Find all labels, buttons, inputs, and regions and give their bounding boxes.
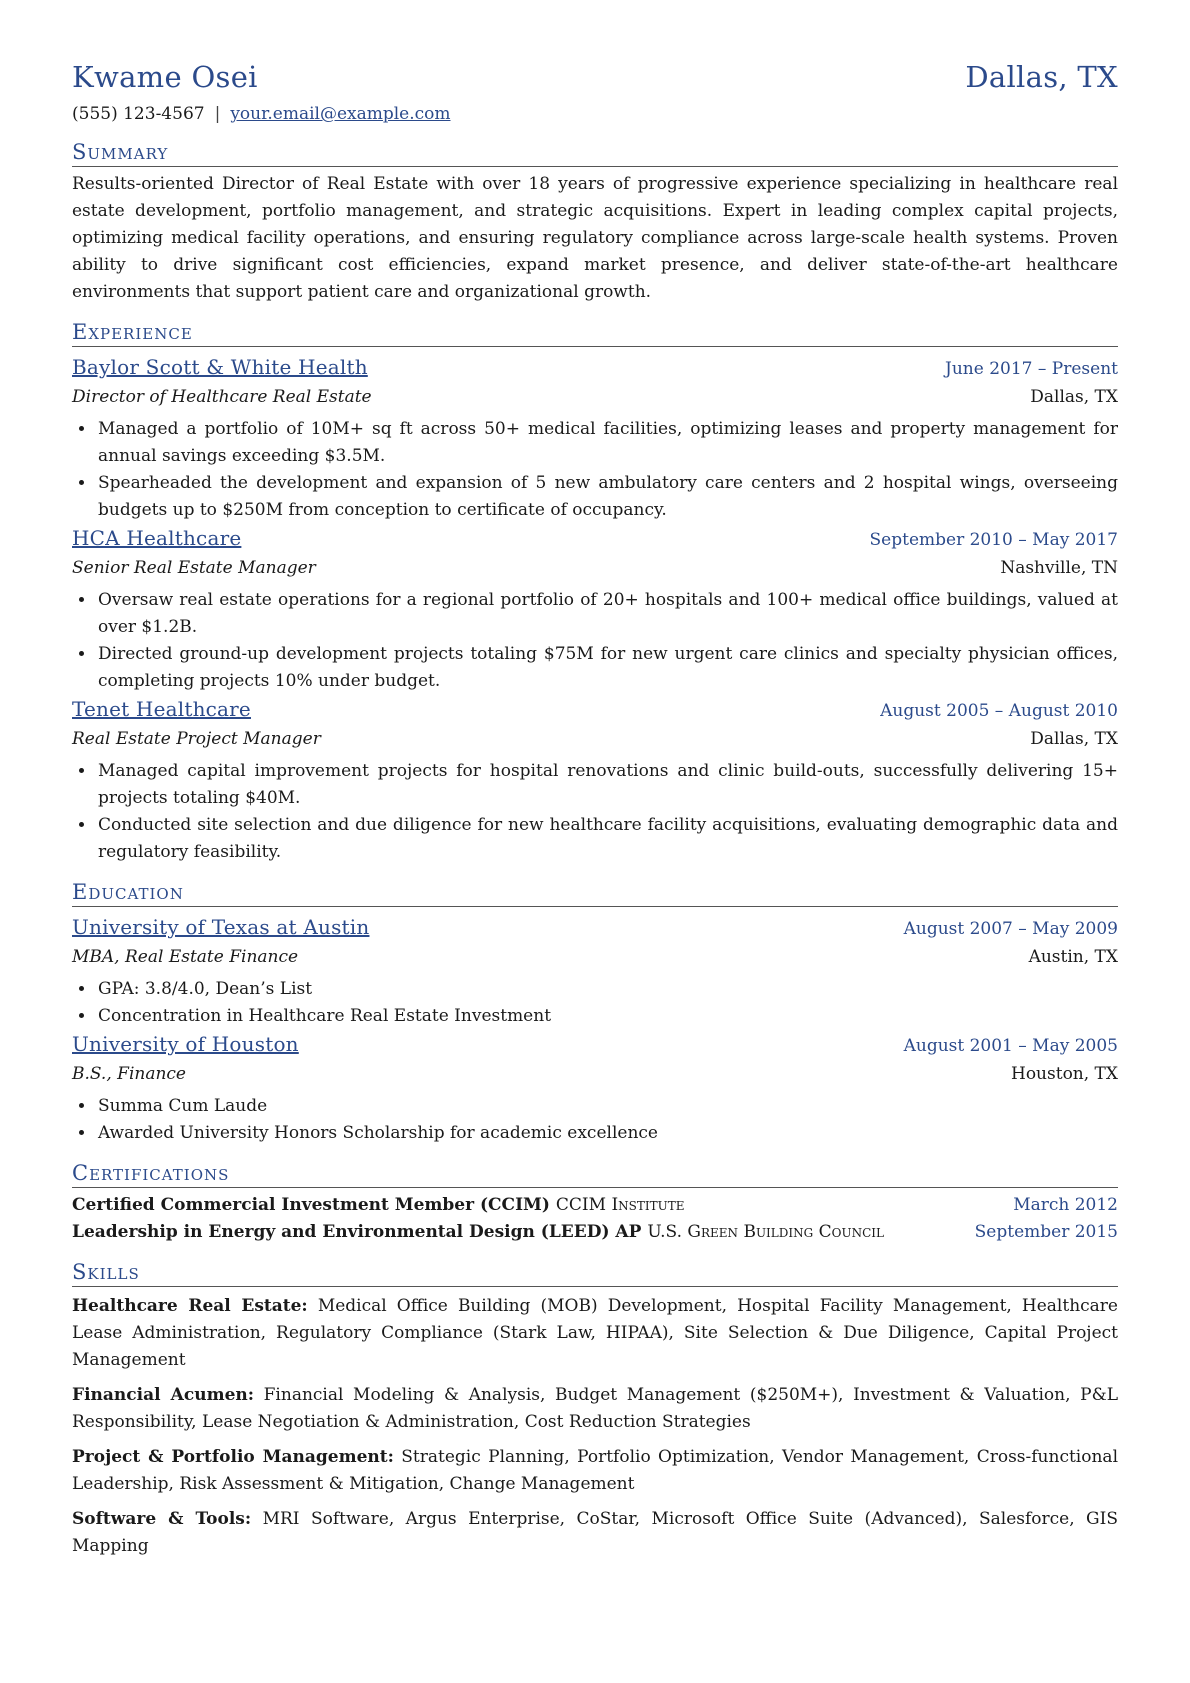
section-title-summary: Summary	[72, 138, 1118, 167]
bullet-item: • Managed a portfolio of 10M+ sq ft across 50+ medical facilities, optimizing leases and property management for annual savings exceeding $3.5M.	[96, 416, 1118, 470]
employment-dates: September 2010 – May 2017	[869, 530, 1118, 550]
section-title-skills: Skills	[72, 1258, 1118, 1287]
school-location: Austin, TX	[1028, 947, 1118, 967]
employer-link[interactable]: Tenet Healthcare	[72, 697, 251, 721]
skill-label: Software & Tools:	[72, 1509, 252, 1529]
bullet-item: • Directed ground-up development projects totaling $75M for new urgent care clinics and specialty physician offices, completing projects 10% under budget.	[96, 641, 1118, 695]
job-title: Director of Healthcare Real Estate	[72, 387, 372, 407]
employment-dates: June 2017 – Present	[945, 359, 1118, 379]
employer-link[interactable]: HCA Healthcare	[72, 526, 242, 550]
skill-label: Financial Acumen:	[72, 1385, 255, 1405]
experience-entry	[72, 524, 1118, 695]
skill-label: Healthcare Real Estate:	[72, 1296, 308, 1316]
school-link[interactable]: University of Houston	[72, 1032, 299, 1056]
employer-link[interactable]: Baylor Scott & White Health	[72, 355, 368, 379]
education-entry	[72, 1030, 1118, 1147]
certification-issuer: U.S. Green Building Council	[647, 1222, 884, 1242]
bullet-list	[72, 976, 1118, 1030]
degree: B.S., Finance	[72, 1064, 186, 1084]
experience-entry	[72, 695, 1118, 866]
job-location: Dallas, TX	[1030, 387, 1118, 407]
bullet-item: • Managed capital improvement projects for hospital renovations and clinic build-outs, successfully delivering 15+ projects totaling $40M.	[96, 758, 1118, 812]
certification-date: March 2012	[1013, 1195, 1118, 1215]
resume-header	[72, 60, 1118, 94]
job-title: Real Estate Project Manager	[72, 729, 321, 749]
education-dates: August 2001 – May 2005	[903, 1036, 1118, 1056]
bullet-item: • GPA: 3.8/4.0, Dean’s List	[96, 976, 1118, 1003]
bullet-item: • Concentration in Healthcare Real Estate Investment	[96, 1003, 1118, 1030]
school-location: Houston, TX	[1011, 1064, 1118, 1084]
experience-entry	[72, 353, 1118, 524]
contact-line	[72, 102, 1118, 126]
job-title: Senior Real Estate Manager	[72, 558, 316, 578]
skill-text: Strategic Planning, Portfolio Optimization, Vendor Management, Cross-functional Leadership, Risk Assessment & Mitigation, Change Management	[72, 1447, 1119, 1494]
bullet-list	[72, 1093, 1118, 1147]
candidate-location: Dallas, TX	[965, 60, 1118, 94]
bullet-list	[72, 416, 1118, 524]
skill-text: Medical Office Building (MOB) Development, Hospital Facility Management, Healthcare Lease Administration, Regulatory Compliance (Stark Law, HIPAA), Site Selection & Due Diligence, Capital Project Management	[72, 1296, 1118, 1370]
school-link[interactable]: University of Texas at Austin	[72, 915, 370, 939]
bullet-list	[72, 587, 1118, 695]
certification-name: Leadership in Energy and Environmental Design (LEED) AP	[72, 1222, 642, 1242]
certification-name: Certified Commercial Investment Member (CCIM)	[72, 1195, 550, 1215]
certification-item	[72, 1219, 1118, 1246]
degree: MBA, Real Estate Finance	[72, 947, 299, 967]
bullet-list	[72, 758, 1118, 866]
skill-group	[72, 1293, 1118, 1374]
contact-separator: |	[214, 104, 221, 124]
skill-text: MRI Software, Argus Enterprise, CoStar, Microsoft Office Suite (Advanced), Salesforce, GIS Mapping	[72, 1509, 1118, 1556]
employment-dates: August 2005 – August 2010	[880, 701, 1118, 721]
phone-number: (555) 123-4567	[72, 104, 205, 124]
skill-group	[72, 1382, 1118, 1436]
bullet-item: • Spearheaded the development and expansion of 5 new ambulatory care centers and 2 hospital wings, overseeing budgets up to $250M from conception to certificate of occupancy.	[96, 470, 1118, 524]
certification-list	[72, 1192, 1118, 1246]
job-location: Dallas, TX	[1030, 729, 1118, 749]
section-title-certifications: Certifications	[72, 1159, 1118, 1188]
skill-text: Financial Modeling & Analysis, Budget Management ($250M+), Investment & Valuation, P&L Responsibility, Lease Negotiation & Administration, Cost Reduction Strategies	[72, 1385, 1118, 1432]
email-link[interactable]: your.email@example.com	[230, 104, 451, 124]
bullet-item: • Awarded University Honors Scholarship for academic excellence	[96, 1120, 1118, 1147]
summary-text: Results-oriented Director of Real Estate with over 18 years of progressive experience specializing in healthcare real estate development, portfolio management, and strategic acquisitions. Expert in leading complex capital projects, optimizing medical facility operations, and ensuring regulatory compliance across large-scale health systems. Proven ability to drive significant cost efficiencies, expand market presence, and deliver state-of-the-art healthcare environments that support patient care and organizational growth.	[72, 174, 1118, 302]
section-title-experience: Experience	[72, 318, 1118, 347]
section-title-education: Education	[72, 878, 1118, 907]
skill-label: Project & Portfolio Management:	[72, 1447, 394, 1467]
certification-issuer: CCIM Institute	[555, 1195, 685, 1215]
bullet-item: • Oversaw real estate operations for a regional portfolio of 20+ hospitals and 100+ medical office buildings, valued at over $1.2B.	[96, 587, 1118, 641]
education-entry	[72, 913, 1118, 1030]
certification-date: September 2015	[974, 1222, 1118, 1242]
candidate-name: Kwame Osei	[72, 60, 258, 94]
bullet-item: • Conducted site selection and due diligence for new healthcare facility acquisitions, evaluating demographic data and regulatory feasibility.	[96, 812, 1118, 866]
certification-item	[72, 1192, 1118, 1219]
skill-group	[72, 1506, 1118, 1560]
job-location: Nashville, TN	[1000, 558, 1118, 578]
skill-group	[72, 1444, 1118, 1498]
bullet-item: • Summa Cum Laude	[96, 1093, 1118, 1120]
education-dates: August 2007 – May 2009	[903, 919, 1118, 939]
